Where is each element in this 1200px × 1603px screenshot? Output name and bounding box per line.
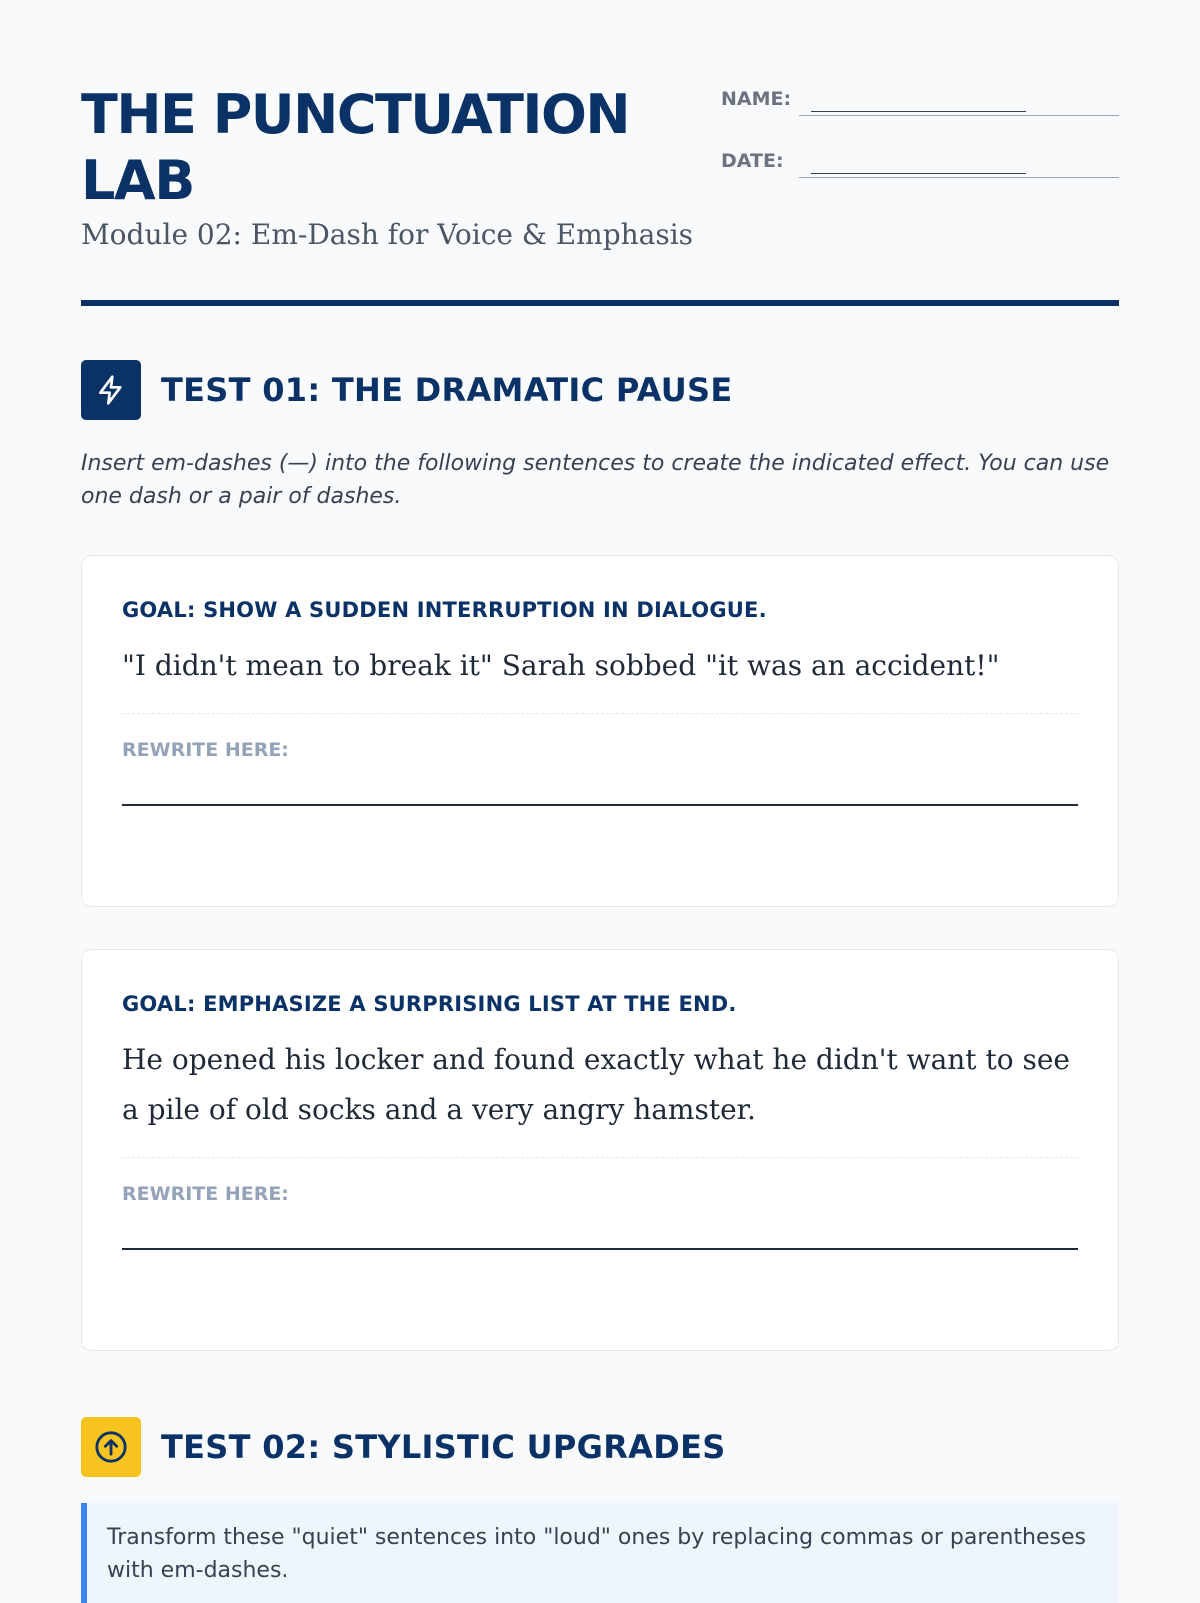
name-label: NAME:: [721, 88, 792, 110]
test-02-header: [81, 1417, 1119, 1477]
header-divider: [81, 300, 1119, 306]
page-subtitle: Module 02: Em-Dash for Voice & Emphasis: [81, 218, 694, 251]
date-row: [721, 146, 1119, 178]
date-label: DATE:: [721, 150, 784, 172]
exercise-card: [81, 949, 1119, 1351]
test-02-instruction: Transform these "quiet" sentences into "loud" ones by replacing commas or parentheses with em-dashes.: [107, 1525, 1086, 1583]
arrow-up-circle-icon: [81, 1417, 141, 1477]
exercise-goal: GOAL: EMPHASIZE A SURPRISING LIST AT THE END.: [122, 992, 737, 1016]
exercise-card: [81, 555, 1119, 907]
exercise-sentence: "I didn't mean to break it" Sarah sobbed "it was an accident!": [122, 649, 1000, 682]
card-divider: [122, 713, 1078, 714]
exercise-sentence: He opened his locker and found exactly what he didn't want to see a pile of old socks and a very angry hamster.: [122, 1043, 1070, 1126]
rewrite-label: REWRITE HERE:: [122, 739, 289, 761]
card-divider: [122, 1157, 1078, 1158]
test-02-instruction-callout: [81, 1503, 1119, 1603]
test-01-header: [81, 360, 1119, 420]
worksheet-header: [81, 0, 1119, 306]
rewrite-line[interactable]: [122, 804, 1078, 806]
test-01-instruction: Insert em-dashes (—) into the following sentences to create the indicated effect. You can use one dash or a pair of dashes.: [81, 451, 1110, 509]
page-title: THE PUNCTUATION LAB: [81, 83, 630, 212]
name-field[interactable]: [799, 89, 1119, 116]
rewrite-line[interactable]: [122, 1248, 1078, 1250]
test-01-title: TEST 01: THE DRAMATIC PAUSE: [161, 371, 733, 409]
exercise-goal: GOAL: SHOW A SUDDEN INTERRUPTION IN DIALOGUE.: [122, 598, 767, 622]
student-info: [721, 84, 1119, 208]
rewrite-label: REWRITE HERE:: [122, 1183, 289, 1205]
date-field[interactable]: [799, 151, 1119, 178]
test-02-title: TEST 02: STYLISTIC UPGRADES: [161, 1428, 726, 1466]
lightning-icon: [81, 360, 141, 420]
name-row: [721, 84, 1119, 116]
